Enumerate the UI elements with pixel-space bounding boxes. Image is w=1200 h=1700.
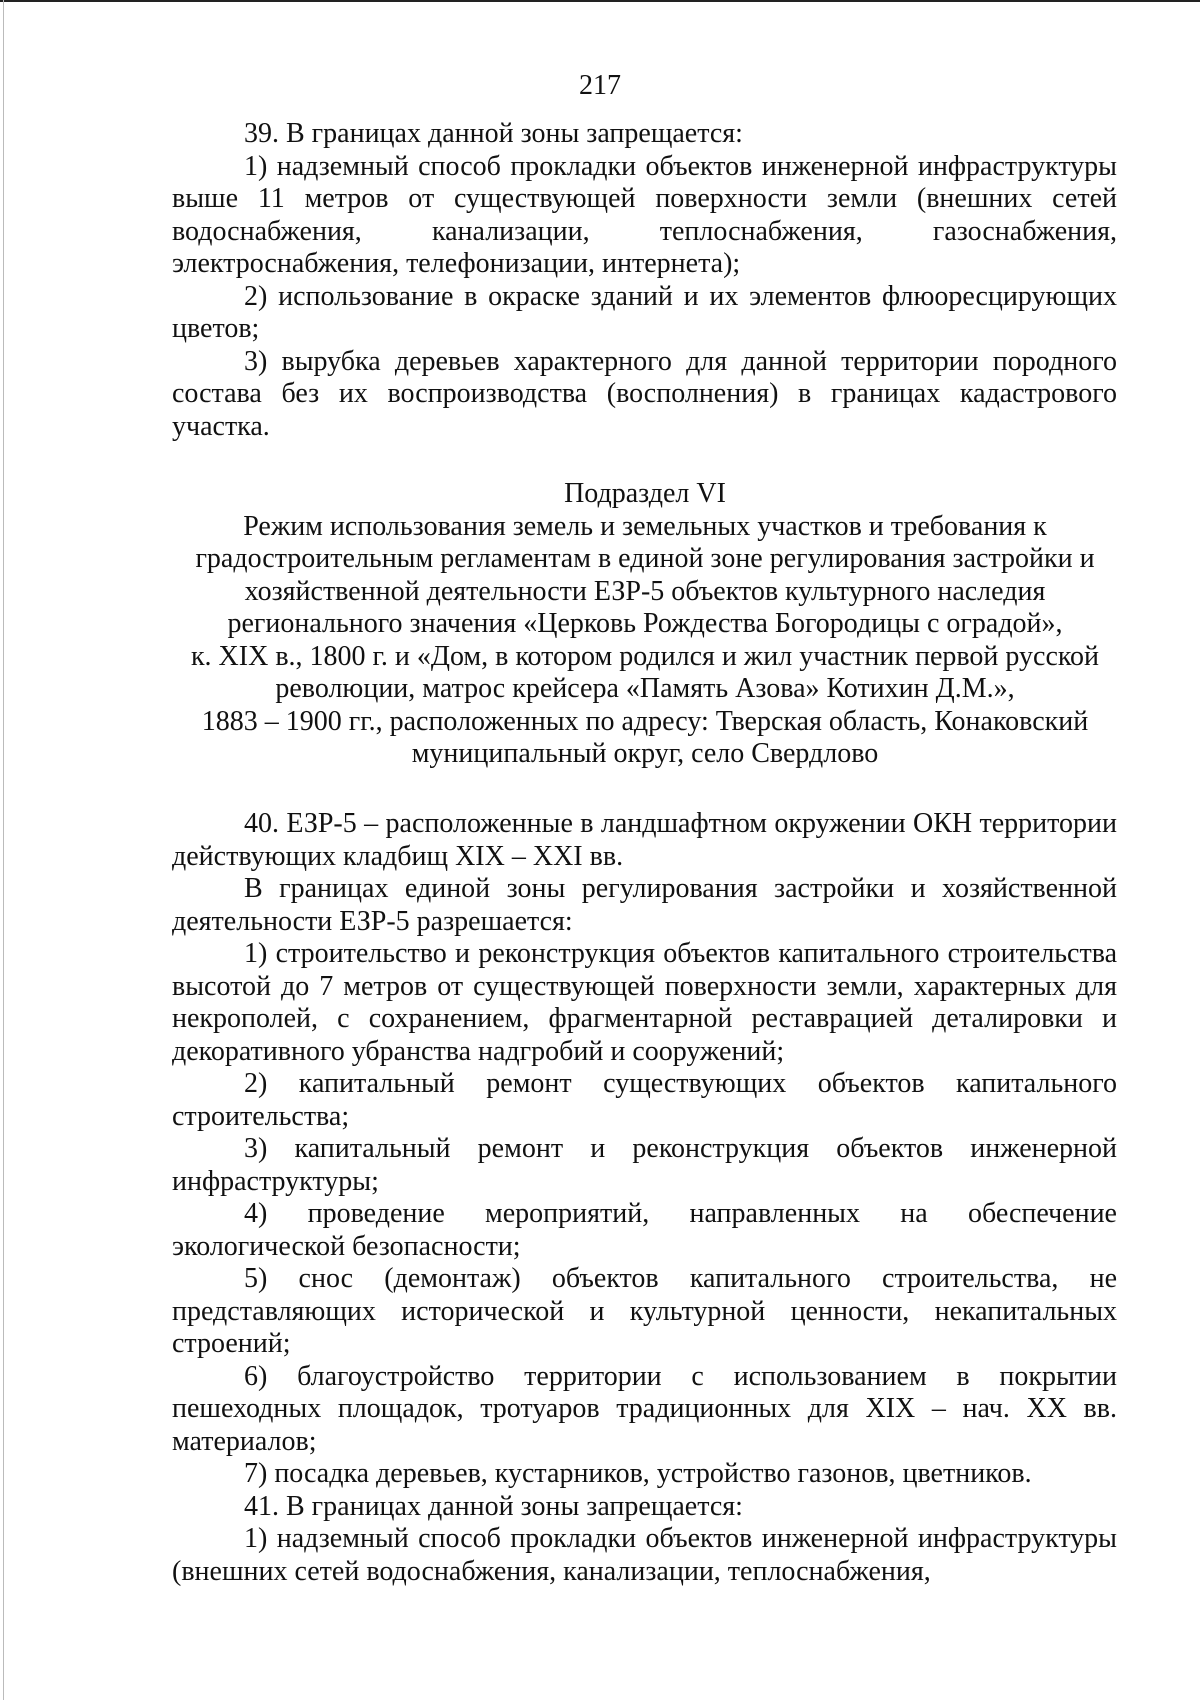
subsection-line-2: градостроительным регламентам в единой зоне регулирования застройки и — [195, 543, 1095, 574]
subsection-line-3: хозяйственной деятельности ЕЗР-5 объектов культурного наследия — [244, 575, 1046, 607]
section-39-item-3: 3) вырубка деревьев характерного для данной территории породного состава без их воспроизводства (восполнения) в границах кадастрового участка. — [172, 345, 1117, 442]
section-40 — [172, 808, 1117, 1588]
subsection-line-8: муниципальный округ, село Свердлово — [411, 738, 879, 769]
section-40-item-6: 6) благоустройство территории с использованием в покрытии пешеходных площадок, тротуаров традиционных для XIX – нач. XX вв. материалов; — [172, 1360, 1117, 1457]
subsection-line-7: 1883 – 1900 гг., расположенных по адресу: Тверская область, Конаковский — [201, 705, 1089, 737]
section-39-intro: 39. В границах данной зоны запрещается: — [244, 118, 743, 149]
subsection-heading — [150, 478, 1140, 771]
section-40-item-7: 7) посадка деревьев, кустарников, устройство газонов, цветников. — [244, 1458, 1032, 1489]
section-39-item-1: 1) надземный способ прокладки объектов инженерной инфраструктуры выше 11 метров от существующей поверхности земли (внешних сетей водоснабжения, канализации, теплоснабжения, газоснабжения, электроснабжения, телефонизации, интернета); — [172, 150, 1117, 279]
section-41-intro: 41. В границах данной зоны запрещается: — [244, 1490, 743, 1522]
left-border-line — [3, 0, 4, 1700]
section-39 — [172, 118, 1117, 443]
section-40-allowed-intro: В границах единой зоны регулирования застройки и хозяйственной деятельности ЕЗР-5 разрешается: — [172, 873, 1117, 937]
section-40-item-1: 1) строительство и реконструкция объектов капитального строительства высотой до 7 метров от существующей поверхности земли, характерных для некрополей, с сохранением, фрагментарной реставрацией деталировки и декоративного убранства надгробий и сооружений; — [172, 938, 1117, 1067]
subsection-title: Подраздел VI — [564, 478, 726, 509]
subsection-line-1: Режим использования земель и земельных участков и требования к — [243, 510, 1047, 542]
subsection-line-6: революции, матрос крейсера «Память Азова» Котихин Д.М.», — [275, 673, 1015, 704]
subsection-line-4: регионального значения «Церковь Рождества Богородицы с оградой», — [227, 608, 1063, 639]
top-border-line — [0, 0, 1200, 2]
section-41-item-1: 1) надземный способ прокладки объектов инженерной инфраструктуры (внешних сетей водоснабжения, канализации, теплоснабжения, — [172, 1523, 1117, 1587]
section-39-item-2: 2) использование в окраске зданий и их элементов флюоресцирующих цветов; — [172, 280, 1117, 344]
section-40-item-3: 3) капитальный ремонт и реконструкция объектов инженерной инфраструктуры; — [172, 1133, 1117, 1197]
subsection-line-5: к. XIX в., 1800 г. и «Дом, в котором родился и жил участник первой русской — [190, 640, 1100, 672]
section-40-item-4: 4) проведение мероприятий, направленных на обеспечение экологической безопасности; — [172, 1198, 1117, 1262]
section-40-item-2: 2) капитальный ремонт существующих объектов капитального строительства; — [172, 1068, 1117, 1132]
section-40-item-5: 5) снос (демонтаж) объектов капитального строительства, не представляющих исторической и культурной ценности, некапитальных строений; — [172, 1263, 1117, 1359]
section-40-intro: 40. ЕЗР-5 – расположенные в ландшафтном окружении ОКН территории действующих кладбищ XIX – XXI вв. — [172, 808, 1117, 872]
page-number: 217 — [579, 70, 621, 101]
